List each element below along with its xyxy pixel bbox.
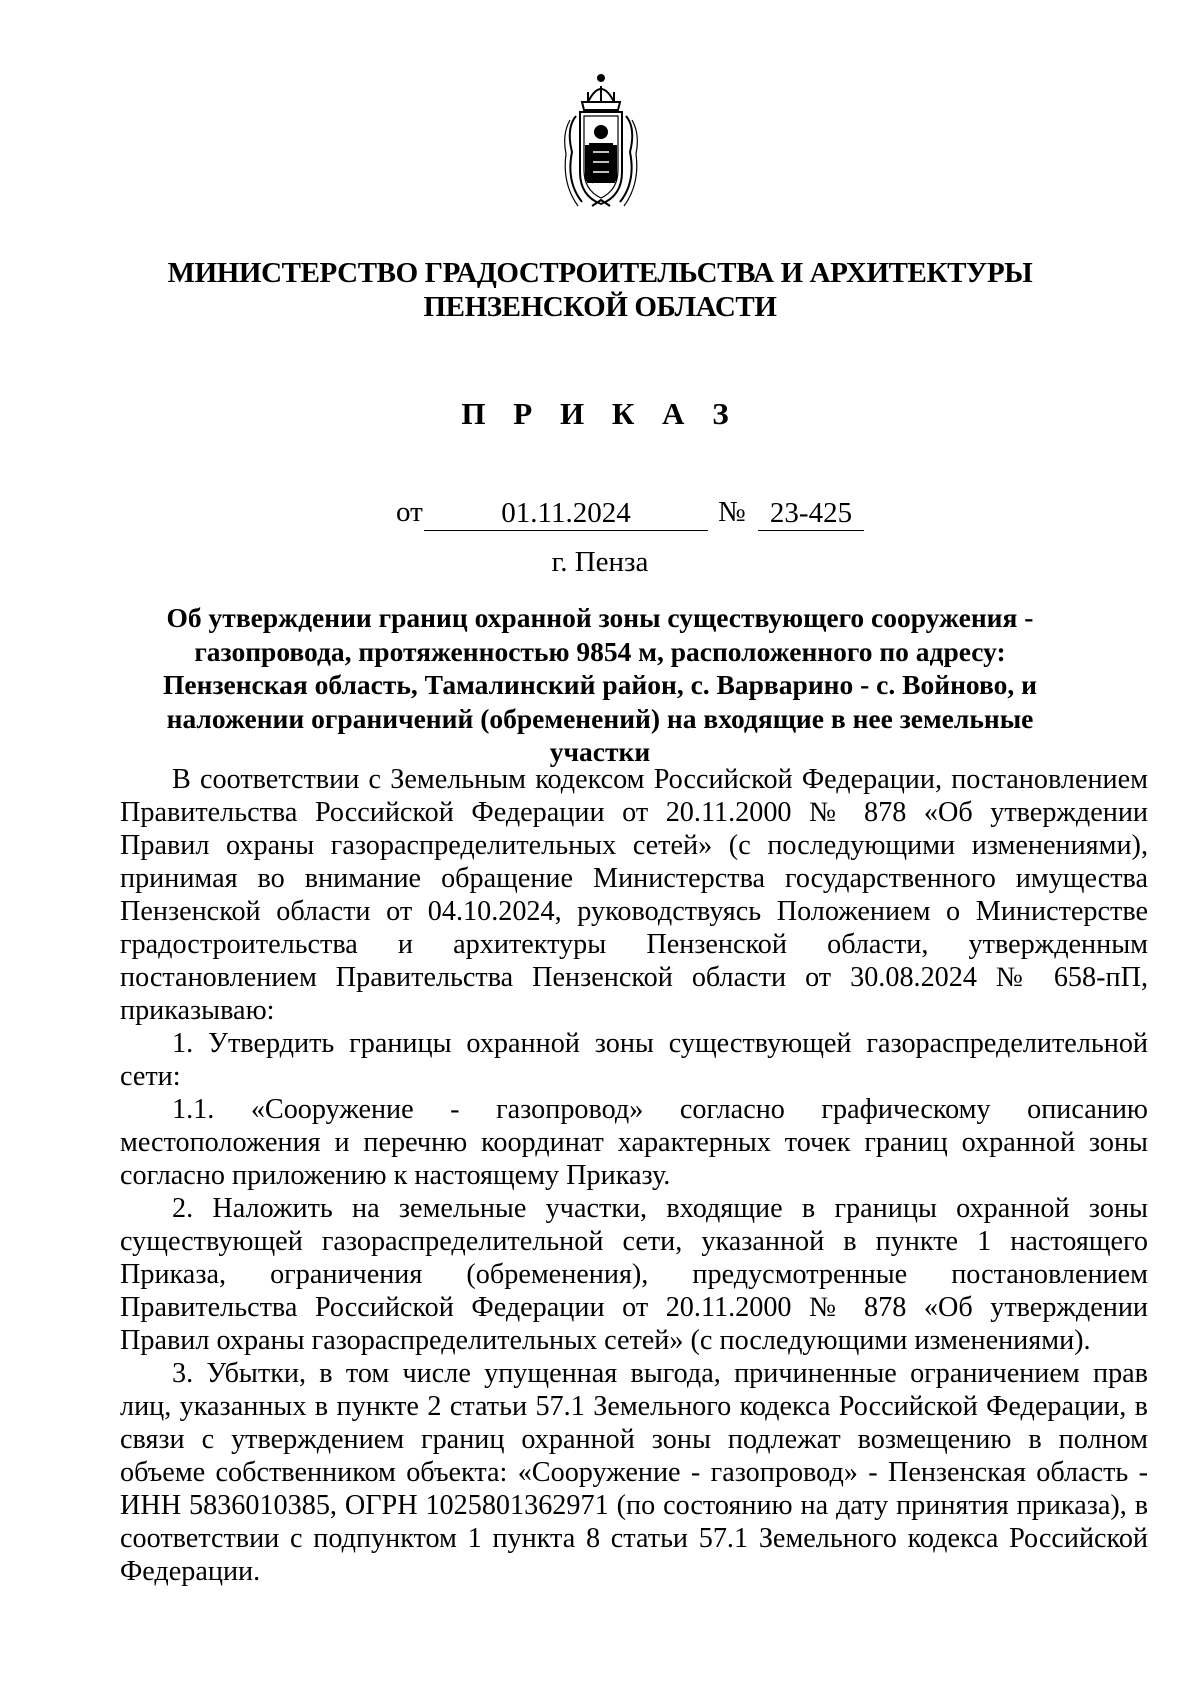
city: г. Пенза: [551, 546, 649, 578]
penza-region-coat-of-arms-icon: [552, 72, 650, 212]
number-prefix: №: [718, 496, 746, 528]
ministry-name-line-1: МИНИСТЕРСТВО ГРАДОСТРОИТЕЛЬСТВА И АРХИТЕКТУРЫ: [167, 257, 1033, 289]
clause-3: 3. Убытки, в том числе упущенная выгода, причиненные ограничением прав лиц, указанных в пункте 2 статьи 57.1 Земельного кодекса Российской Федерации, в связи с утверждением границ охранной зоны подлежат возмещению в полном объеме собственником объекта: «Сооружение - газопровод» - Пензенская область - ИНН 5836010385, ОГРН 1025801362971 (по состоянию на дату принятия приказа), в соответствии с подпунктом 1 пункта 8 статьи 57.1 Земельного кодекса Российской Федерации.: [120, 1358, 1148, 1587]
document-date: 01.11.2024: [424, 496, 708, 531]
date-prefix: от: [396, 496, 423, 528]
clause-2: 2. Наложить на земельные участки, входящие в границы охранной зоны существующей газораспределительной сети, указанной в пункте 1 настоящего Приказа, ограничения (обременения), предусмотренные постановлением Правительства Российской Федерации от 20.11.2000 № 878 «Об утверждении Правил охраны газораспределительных сетей» (с последующими изменениями).: [120, 1193, 1148, 1356]
clause-1: 1. Утвердить границы охранной зоны существующей газораспределительной сети:: [120, 1028, 1148, 1092]
document-type-title: П Р И К А З: [461, 396, 739, 431]
order-title: Об утверждении границ охранной зоны существующего сооружения - газопровода, протяженностью 9854 м, расположенного по адресу: Пензенская область, Тамалинский район, с. Варварино - с. Войново, и наложении ограничений (обременений) на входящие в нее земельные участки: [163, 602, 1037, 767]
document-number: 23-425: [758, 496, 864, 531]
date-number-line: [0, 496, 1200, 536]
preamble-paragraph: В соответствии с Земельным кодексом Российской Федерации, постановлением Правительства Российской Федерации от 20.11.2000 № 878 «Об утверждении Правил охраны газораспределительных сетей» (с последующими изменениями), принимая во внимание обращение Министерства государственного имущества Пензенской области от 04.10.2024, руководствуясь Положением о Министерстве градостроительства и архитектуры Пензенской области, утвержденным постановлением Правительства Пензенской области от 30.08.2024 № 658-пП, приказываю:: [120, 764, 1148, 1026]
clause-1-1: 1.1. «Сооружение - газопровод» согласно графическому описанию местоположения и перечню координат характерных точек границ охранной зоны согласно приложению к настоящему Приказу.: [120, 1094, 1148, 1191]
order-body: [120, 763, 1148, 1588]
ministry-name-line-2: ПЕНЗЕНСКОЙ ОБЛАСТИ: [423, 291, 777, 323]
